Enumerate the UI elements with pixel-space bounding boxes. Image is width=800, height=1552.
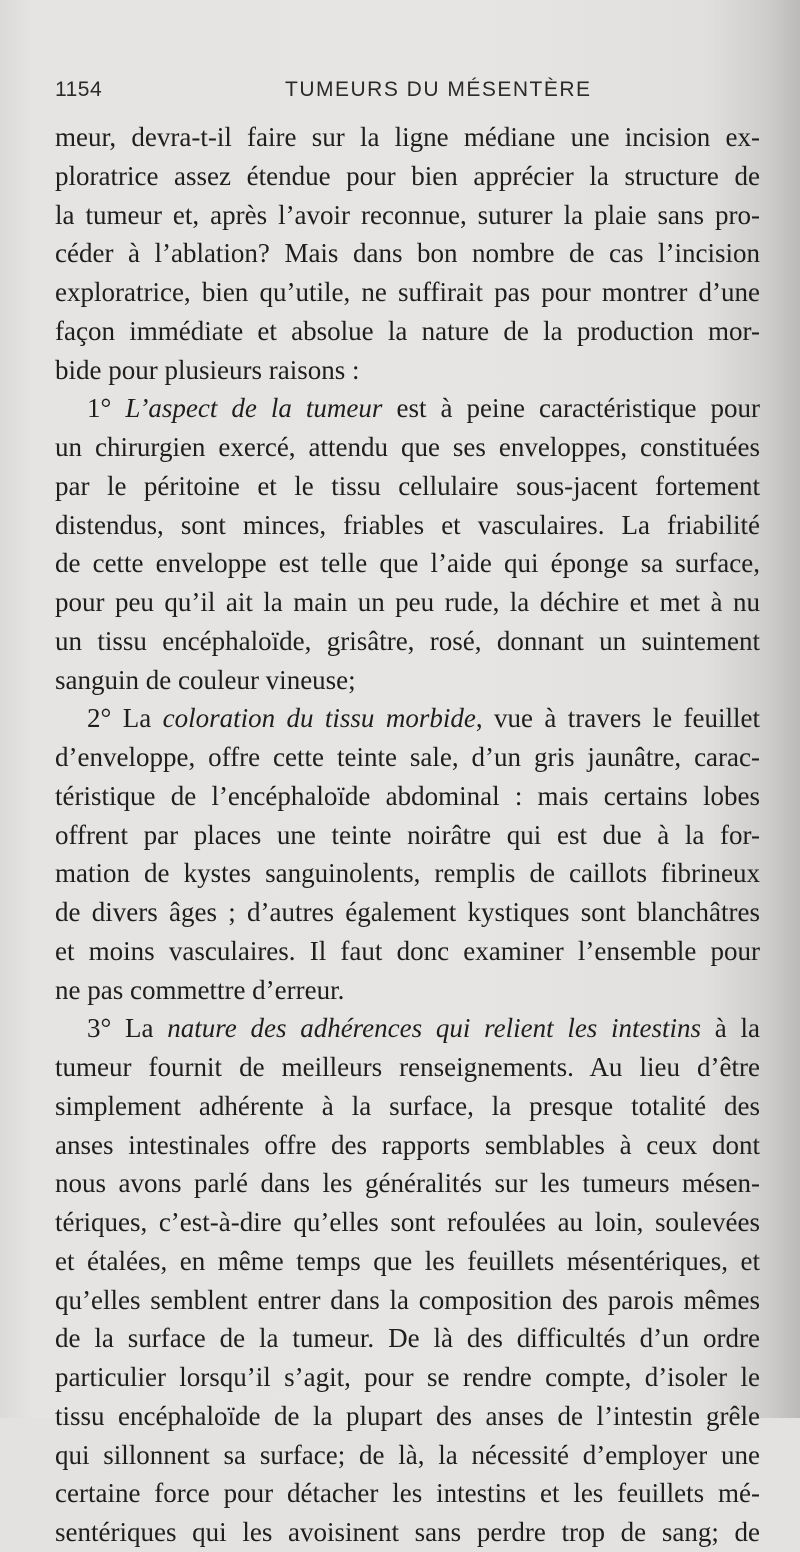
- text-line: [55, 1513, 760, 1552]
- text-line: [55, 1319, 760, 1358]
- text-segment: est à peine caractéristique pour: [382, 393, 760, 424]
- text-segment: façon immédiate et absolue la nature de la production mor-: [55, 315, 760, 346]
- text-line: [55, 738, 760, 777]
- italic-text: nature des adhérences qui relient les intestins: [167, 1013, 702, 1044]
- text-line: [55, 351, 760, 390]
- text-segment: anses intestinales offre des rapports semblables à ceux dont: [55, 1129, 760, 1160]
- text-segment: 1°: [87, 393, 126, 424]
- page-header: [55, 78, 755, 110]
- text-line: [55, 622, 760, 661]
- text-segment: qu’elles semblent entrer dans la composition des parois mêmes: [55, 1284, 760, 1315]
- text-line: [55, 1281, 760, 1320]
- running-title: TUMEURS DU MÉSENTÈRE: [285, 78, 592, 101]
- text-line: [55, 1126, 760, 1165]
- text-segment: distendus, sont minces, friables et vasculaires. La friabilité: [55, 509, 760, 540]
- text-segment: à la: [701, 1013, 760, 1044]
- text-segment: tissu encéphaloïde de la plupart des anses de l’intestin grêle: [55, 1400, 760, 1431]
- page-number: 1154: [55, 78, 103, 101]
- text-segment: nous avons parlé dans les généralités sur les tumeurs mésen-: [55, 1168, 760, 1199]
- text-segment: d’enveloppe, offre cette teinte sale, d’un gris jaunâtre, carac-: [55, 742, 760, 772]
- text-segment: la tumeur et, après l’avoir reconnue, suturer la plaie sans pro-: [55, 199, 760, 230]
- body-text: [55, 118, 760, 1552]
- text-segment: de la surface de la tumeur. De là des difficultés d’un ordre: [55, 1323, 760, 1354]
- text-line: [55, 428, 760, 467]
- text-segment: pour peu qu’il ait la main un peu rude, la déchire et met à nu: [55, 587, 760, 617]
- text-line: [55, 1397, 760, 1436]
- text-segment: qui sillonnent sa surface; de là, la nécessité d’employer une: [55, 1439, 760, 1470]
- text-line: [55, 506, 760, 545]
- text-line: [55, 467, 760, 506]
- text-segment: de cette enveloppe est telle que l’aide qui éponge sa surface,: [55, 548, 760, 579]
- text-segment: bide pour plusieurs raisons :: [55, 354, 360, 385]
- text-line: [55, 273, 760, 312]
- text-segment: sentériques qui les avoisinent sans perdre trop de sang; de: [55, 1517, 760, 1547]
- text-line: [55, 196, 760, 235]
- text-line: [55, 389, 760, 428]
- text-segment: et étalées, en même temps que les feuillets mésentériques, et: [55, 1245, 760, 1276]
- text-segment: 3° La: [87, 1013, 168, 1044]
- text-line: [55, 544, 760, 583]
- text-line: [55, 777, 760, 816]
- text-line: [55, 699, 760, 738]
- text-line: [55, 893, 760, 932]
- text-line: [55, 971, 760, 1010]
- text-segment: et moins vasculaires. Il faut donc examiner l’ensemble pour: [55, 935, 760, 966]
- text-line: [55, 118, 760, 157]
- text-segment: de divers âges ; d’autres également kystiques sont blanchâtres: [55, 897, 760, 927]
- text-line: [55, 157, 760, 196]
- text-segment: certaine force pour détacher les intestins et les feuillets mé-: [55, 1478, 760, 1509]
- text-line: [55, 1009, 760, 1048]
- text-segment: céder à l’ablation? Mais dans bon nombre de cas l’incision: [55, 238, 760, 269]
- text-segment: simplement adhérente à la surface, la presque totalité des: [55, 1090, 760, 1121]
- text-segment: 2° La: [87, 703, 163, 734]
- text-segment: par le péritoine et le tissu cellulaire sous-jacent fortement: [55, 470, 760, 501]
- text-line: [55, 1474, 760, 1513]
- text-line: [55, 1203, 760, 1242]
- text-line: [55, 816, 760, 855]
- text-segment: ne pas commettre d’erreur.: [55, 974, 345, 1005]
- text-segment: un chirurgien exercé, attendu que ses enveloppes, constituées: [55, 432, 760, 462]
- text-line: [55, 1436, 760, 1475]
- text-line: [55, 312, 760, 351]
- text-line: [55, 661, 760, 700]
- text-line: [55, 1164, 760, 1203]
- text-segment: exploratrice, bien qu’utile, ne suffirait pas pour montrer d’une: [55, 277, 760, 307]
- text-line: [55, 1048, 760, 1087]
- italic-text: coloration du tissu morbide: [162, 703, 476, 734]
- text-segment: mation de kystes sanguinolents, remplis de caillots fibrineux: [55, 858, 760, 889]
- text-segment: téristique de l’encéphaloïde abdominal : mais certains lobes: [55, 780, 760, 811]
- text-line: [55, 1087, 760, 1126]
- text-segment: tériques, c’est-à-dire qu’elles sont refoulées au loin, soulevées: [55, 1207, 760, 1237]
- text-segment: un tissu encéphaloïde, grisâtre, rosé, donnant un suintement: [55, 625, 760, 656]
- text-line: [55, 234, 760, 273]
- text-segment: , vue à travers le feuillet: [475, 703, 760, 734]
- text-segment: particulier lorsqu’il s’agit, pour se rendre compte, d’isoler le: [55, 1362, 760, 1392]
- text-segment: meur, devra-t-il faire sur la ligne médiane une incision ex-: [55, 122, 760, 152]
- text-line: [55, 932, 760, 971]
- text-segment: offrent par places une teinte noirâtre qui est due à la for-: [55, 819, 760, 850]
- text-line: [55, 854, 760, 893]
- text-line: [55, 1242, 760, 1281]
- text-line: [55, 583, 760, 622]
- text-segment: sanguin de couleur vineuse;: [55, 664, 356, 695]
- text-segment: tumeur fournit de meilleurs renseignements. Au lieu d’être: [55, 1052, 760, 1082]
- text-segment: ploratrice assez étendue pour bien apprécier la structure de: [55, 160, 760, 191]
- text-line: [55, 1358, 760, 1397]
- italic-text: L’aspect de la tumeur: [125, 393, 383, 424]
